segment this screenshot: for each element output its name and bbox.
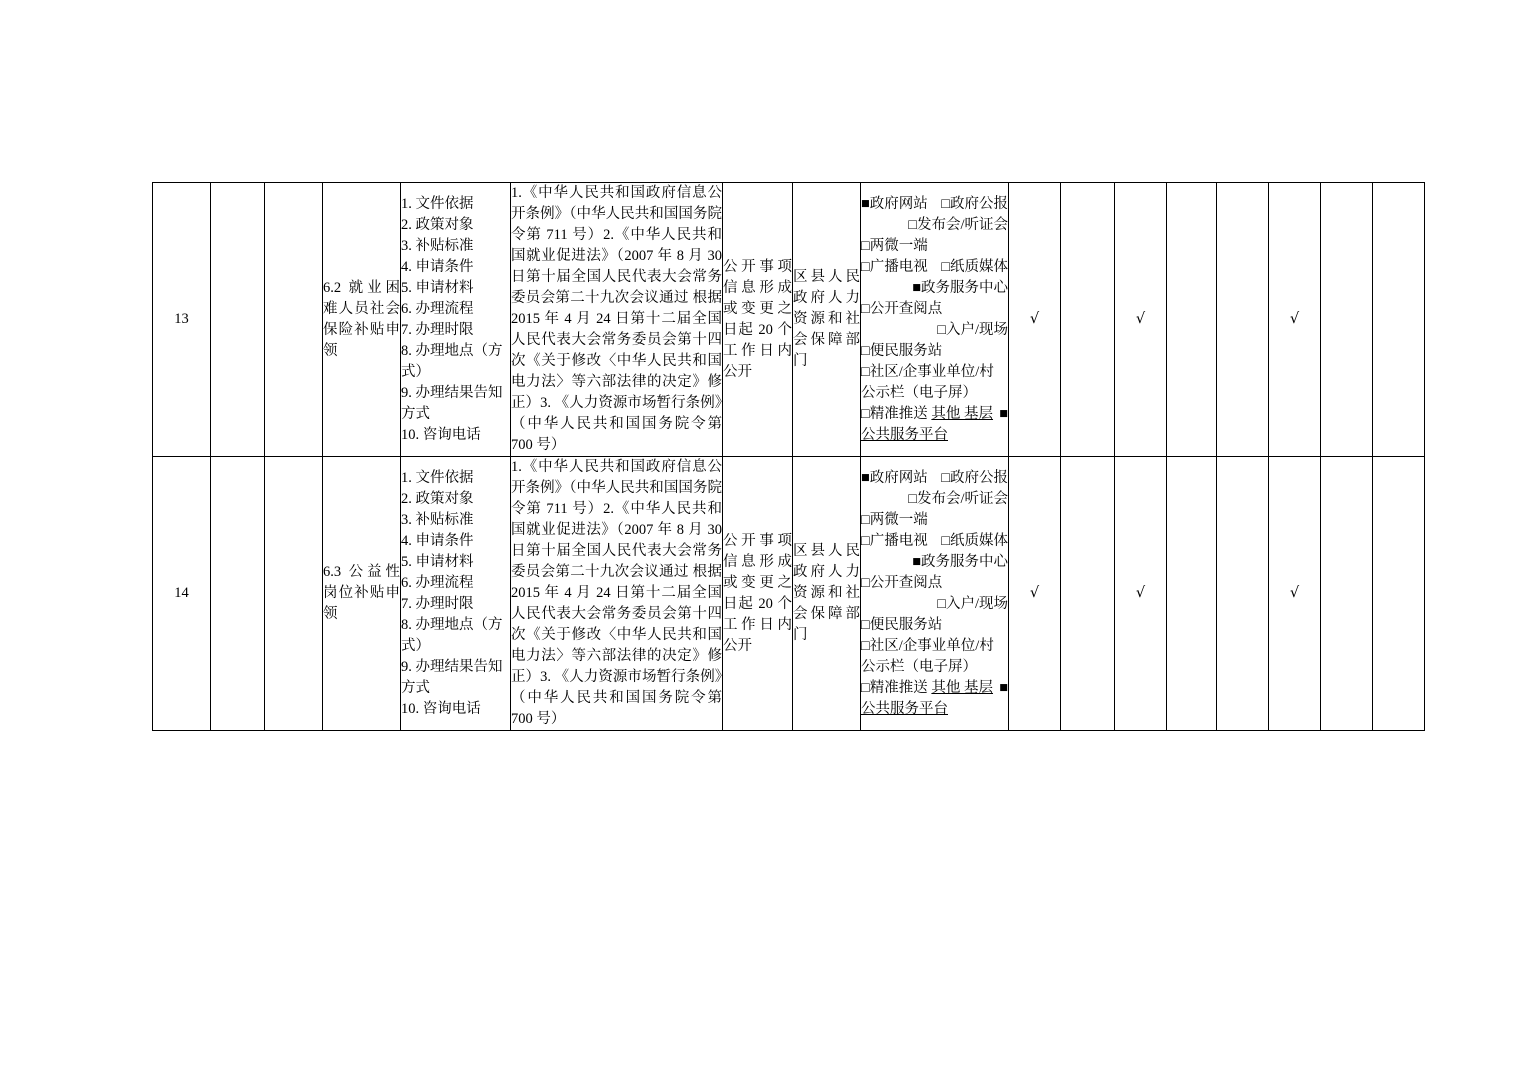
channel-option-left[interactable]: □广播电视 xyxy=(861,532,928,549)
row-time-requirement: 公开事项信息形成或变更之日起 20 个工作日内公开 xyxy=(723,457,793,731)
content-line: 5. 申请材料 xyxy=(401,553,474,570)
row-number: 14 xyxy=(153,457,211,731)
row-legal-basis: 1.《中华人民共和国政府信息公开条例》（中华人民共和国国务院令第 711 号）2.《中华人民共和国就业促进法》（2007 年 8 月 30 日第十届全国人民代表大会常务委员会第二十九次会议通过 根据 2015 年 4 月 24 日第十二届全国人民代表大会常务委员会第十四次《关于修改〈中华人民共和国电力法〉等六部法律的决定》修正）3. 《人力资源市场暂行条例》（中华人民共和国国务院令第 700 号） xyxy=(511,457,723,731)
row-content-list xyxy=(401,457,511,731)
mark-cell: √ xyxy=(1009,457,1061,731)
channel-line xyxy=(861,636,1008,678)
channel-line xyxy=(861,531,1008,552)
content-line: 9. 办理结果告知方式 xyxy=(401,658,503,696)
channel-option-left[interactable]: □公开查阅点 xyxy=(861,574,943,591)
channel-option-left[interactable]: □广播电视 xyxy=(861,258,928,275)
channel-option-right[interactable]: ■政务服务中心 xyxy=(912,553,1008,570)
row-col-c xyxy=(265,183,323,457)
mark-cell xyxy=(1061,457,1115,731)
channel-line xyxy=(861,468,1008,489)
row-content-list xyxy=(401,183,511,457)
row-channels xyxy=(861,457,1009,731)
channel-line xyxy=(861,594,1008,636)
channel-line xyxy=(861,489,1008,531)
mark-cell xyxy=(1373,183,1425,457)
content-line: 4. 申请条件 xyxy=(401,258,474,275)
row-time-requirement: 公开事项信息形成或变更之日起 20 个工作日内公开 xyxy=(723,183,793,457)
channel-option-right[interactable]: □发布会/听证会 xyxy=(908,216,1008,233)
mark-cell: √ xyxy=(1115,457,1167,731)
content-line: 10. 咨询电话 xyxy=(401,426,481,443)
content-line: 3. 补贴标准 xyxy=(401,511,474,528)
row-item-name: 6.2 就业困难人员社会保险补贴申领 xyxy=(323,183,401,457)
channel-option-right[interactable]: ■ xyxy=(999,679,1008,696)
mark-cell: √ xyxy=(1269,457,1321,731)
content-line: 1. 文件依据 xyxy=(401,195,474,212)
row-legal-basis: 1.《中华人民共和国政府信息公开条例》（中华人民共和国国务院令第 711 号）2.《中华人民共和国就业促进法》（2007 年 8 月 30 日第十届全国人民代表大会常务委员会第二十九次会议通过 根据 2015 年 4 月 24 日第十二届全国人民代表大会常务委员会第十四次《关于修改〈中华人民共和国电力法〉等六部法律的决定》修正）3. 《人力资源市场暂行条例》（中华人民共和国国务院令第 700 号） xyxy=(511,183,723,457)
content-line: 3. 补贴标准 xyxy=(401,237,474,254)
channel-option-right[interactable]: □入户/现场 xyxy=(937,595,1008,612)
row-col-c xyxy=(265,457,323,731)
channel-option-right[interactable]: □政府公报 xyxy=(941,469,1008,486)
channel-option-right[interactable]: □发布会/听证会 xyxy=(908,490,1008,507)
channel-option-left[interactable]: □两微一端 xyxy=(861,511,928,528)
content-line: 6. 办理流程 xyxy=(401,574,474,591)
channel-line xyxy=(861,320,1008,362)
channel-option-right[interactable]: ■政务服务中心 xyxy=(912,279,1008,296)
channel-option-left[interactable]: □社区/企事业单位/村公示栏（电子屏） xyxy=(861,637,994,675)
mark-cell: √ xyxy=(1009,183,1061,457)
content-line: 6. 办理流程 xyxy=(401,300,474,317)
channel-option-left[interactable]: ■政府网站 xyxy=(861,195,928,212)
content-line: 7. 办理时限 xyxy=(401,321,474,338)
channel-option-left[interactable]: □精准推送 xyxy=(861,405,928,422)
content-line: 4. 申请条件 xyxy=(401,532,474,549)
mark-cell xyxy=(1061,183,1115,457)
channel-line xyxy=(861,552,1008,594)
channel-option-left[interactable]: □便民服务站 xyxy=(861,616,943,633)
channel-option-right[interactable]: ■ xyxy=(999,405,1008,422)
content-line: 10. 咨询电话 xyxy=(401,700,481,717)
row-col-b xyxy=(211,183,265,457)
channel-option-right[interactable]: □入户/现场 xyxy=(937,321,1008,338)
mark-cell xyxy=(1167,457,1217,731)
disclosure-catalog-table xyxy=(152,182,1425,731)
channel-line xyxy=(861,257,1008,278)
channel-option-other-text[interactable]: 其他 基层公共服务平台 xyxy=(861,405,994,443)
channel-line xyxy=(861,194,1008,215)
content-line: 2. 政策对象 xyxy=(401,216,474,233)
content-line: 9. 办理结果告知方式 xyxy=(401,384,503,422)
content-line: 2. 政策对象 xyxy=(401,490,474,507)
row-number: 13 xyxy=(153,183,211,457)
mark-cell xyxy=(1217,457,1269,731)
channel-line xyxy=(861,215,1008,257)
content-line: 8. 办理地点（方式） xyxy=(401,342,503,380)
content-line: 5. 申请材料 xyxy=(401,279,474,296)
channel-line xyxy=(861,678,1008,720)
mark-cell xyxy=(1167,183,1217,457)
table-row xyxy=(153,183,1425,457)
table-row xyxy=(153,457,1425,731)
channel-option-left[interactable]: ■政府网站 xyxy=(861,469,928,486)
channel-line xyxy=(861,362,1008,404)
mark-cell xyxy=(1373,457,1425,731)
channel-option-right[interactable]: □政府公报 xyxy=(941,195,1008,212)
mark-cell: √ xyxy=(1115,183,1167,457)
mark-cell: √ xyxy=(1269,183,1321,457)
content-line: 7. 办理时限 xyxy=(401,595,474,612)
row-item-name: 6.3 公益性岗位补贴申领 xyxy=(323,457,401,731)
row-col-b xyxy=(211,457,265,731)
channel-option-left[interactable]: □两微一端 xyxy=(861,237,928,254)
mark-cell xyxy=(1217,183,1269,457)
channel-line xyxy=(861,404,1008,446)
channel-option-left[interactable]: □公开查阅点 xyxy=(861,300,943,317)
channel-option-other-text[interactable]: 其他 基层公共服务平台 xyxy=(861,679,994,717)
content-line: 8. 办理地点（方式） xyxy=(401,616,503,654)
row-channels xyxy=(861,183,1009,457)
channel-option-right[interactable]: □纸质媒体 xyxy=(941,258,1008,275)
row-responsible-dept: 区县人民政府人力资源和社会保障部门 xyxy=(793,457,861,731)
mark-cell xyxy=(1321,457,1373,731)
channel-option-left[interactable]: □精准推送 xyxy=(861,679,928,696)
channel-option-right[interactable]: □纸质媒体 xyxy=(941,532,1008,549)
mark-cell xyxy=(1321,183,1373,457)
channel-option-left[interactable]: □便民服务站 xyxy=(861,342,943,359)
channel-line xyxy=(861,278,1008,320)
row-responsible-dept: 区县人民政府人力资源和社会保障部门 xyxy=(793,183,861,457)
content-line: 1. 文件依据 xyxy=(401,469,474,486)
channel-option-left[interactable]: □社区/企事业单位/村公示栏（电子屏） xyxy=(861,363,994,401)
